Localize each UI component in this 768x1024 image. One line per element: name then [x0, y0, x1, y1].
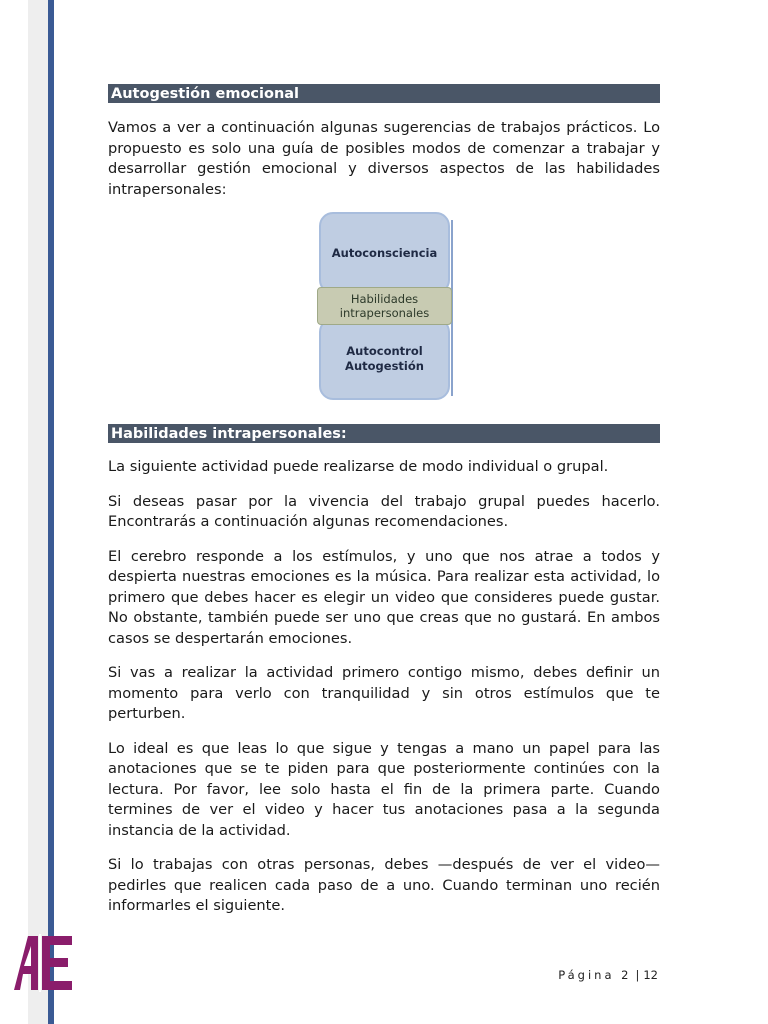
footer-page-word: Página	[558, 968, 615, 982]
footer-separator: |	[635, 968, 640, 982]
page-footer	[558, 968, 658, 982]
diagram-label-autoconsciencia: Autoconsciencia	[331, 245, 438, 260]
body-paragraph: El cerebro responde a los estímulos, y uno que nos atrae a todos y despierta nuestras emociones es la música. Para realizar esta actividad, lo primero que debes hacer es elegir un video que consideres puede gustar. No obstante, también puede ser uno que creas que no gustará. En ambos casos se despertarán emociones.	[108, 547, 660, 647]
section-heading-habilidades: Habilidades intrapersonales:	[108, 424, 660, 443]
diagram-label-intrapersonales: intrapersonales	[339, 306, 430, 320]
section-heading-autogestion: Autogestión emocional	[108, 84, 660, 103]
margin-strip	[28, 0, 48, 1024]
diagram-box-autocontrol	[319, 318, 450, 400]
diagram-box-habilidades	[317, 287, 452, 325]
body-paragraph: La siguiente actividad puede realizarse de modo individual o grupal.	[108, 458, 609, 475]
diagram-label-habilidades: Habilidades	[350, 292, 419, 306]
footer-page-number: 2	[621, 968, 632, 982]
ae-logo	[12, 934, 74, 992]
margin-rule	[48, 0, 54, 1024]
habilidades-diagram	[108, 212, 660, 408]
body-paragraph: Si deseas pasar por la vivencia del trabajo grupal puedes hacerlo. Encontrarás a continuación algunas recomendaciones.	[108, 492, 660, 530]
ae-logo-graphic	[12, 934, 74, 992]
footer-total-pages: 12	[643, 968, 658, 982]
intro-paragraph: Vamos a ver a continuación algunas sugerencias de trabajos prácticos. Lo propuesto es solo una guía de posibles modos de comenzar a trabajar y desarrollar gestión emocional y diversos aspectos de las habilidades intrapersonales:	[108, 119, 660, 198]
diagram-box-autoconsciencia	[319, 212, 450, 294]
diagram-label-autocontrol: Autocontrol	[346, 344, 423, 358]
body-paragraph: Lo ideal es que leas lo que sigue y tengas a mano un papel para las anotaciones que se te piden para que posteriormente continúes con la lectura. Por favor, lee solo hasta el fin de la primera parte. Cuando termines de ver el video y hacer tus anotaciones pasa a la segunda instancia de la actividad.	[108, 739, 660, 839]
body-paragraph: Si vas a realizar la actividad primero contigo mismo, debes definir un momento para verlo con tranquilidad y sin otros estímulos que te perturben.	[108, 664, 660, 722]
body-paragraph: Si lo trabajas con otras personas, debes —después de ver el video— pedirles que realicen cada paso de a uno. Cuando terminan uno recién informarles el siguiente.	[108, 856, 660, 914]
diagram-label-autogestion: Autogestión	[345, 359, 424, 373]
page-content	[108, 84, 660, 917]
